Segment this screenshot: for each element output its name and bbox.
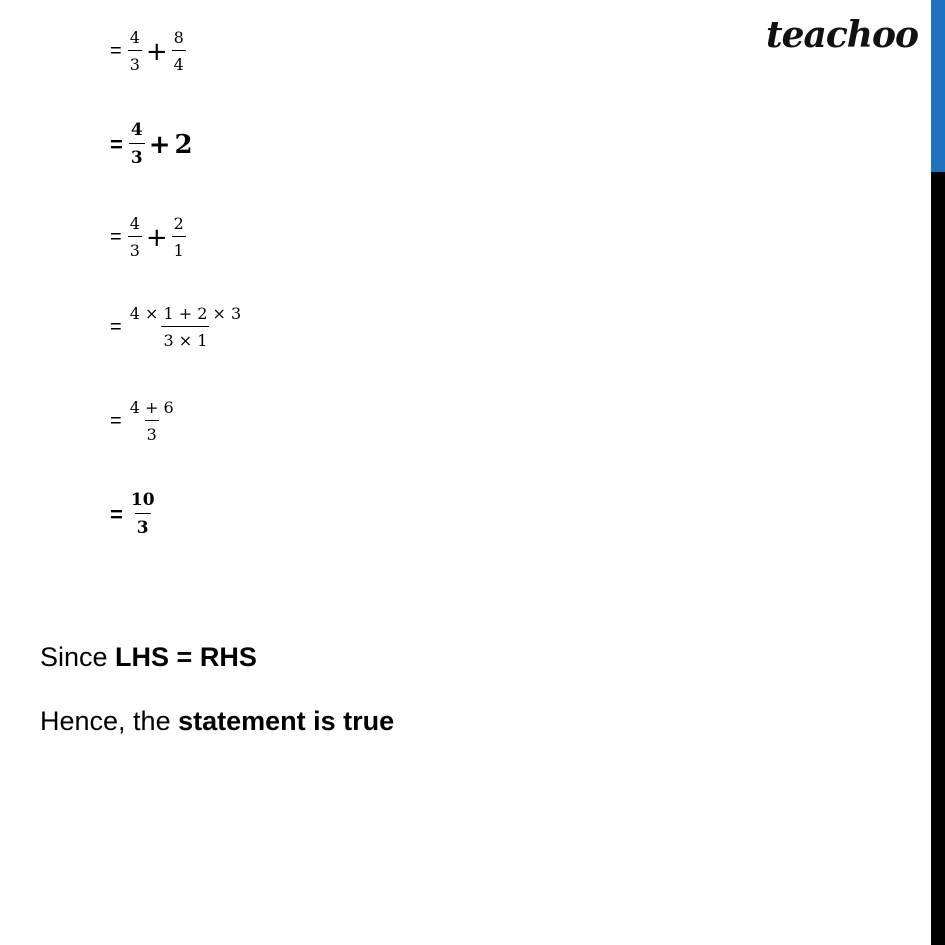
numerator: 10 (130, 490, 155, 510)
fraction (128, 216, 142, 259)
plus-sign: + (145, 222, 168, 253)
math-step-3 (110, 216, 186, 259)
math-step-1 (110, 30, 186, 73)
equals-sign: = (110, 226, 122, 248)
fraction (129, 122, 145, 167)
equals-sign: = (110, 410, 122, 432)
fraction (128, 306, 243, 349)
hence-prefix: Hence, the (40, 706, 179, 736)
denominator: 3 (128, 50, 142, 73)
hence-statement (40, 706, 394, 737)
math-step-6 (110, 492, 157, 537)
fraction (128, 30, 142, 73)
fraction (128, 400, 176, 443)
since-prefix: Since (40, 642, 116, 672)
math-step-4 (110, 306, 243, 349)
denominator: 4 (172, 50, 186, 73)
denominator: 1 (172, 236, 186, 259)
denominator: 3 (128, 236, 142, 259)
math-step-2 (110, 122, 193, 167)
equals-sign: = (110, 40, 122, 62)
scrollbar-thumb[interactable] (931, 0, 945, 172)
equals-sign: = (110, 131, 123, 157)
fraction (172, 216, 186, 259)
numerator: 4 (130, 120, 143, 140)
teachoo-logo: teachoo (766, 14, 918, 56)
since-statement (40, 642, 257, 673)
equals-sign: = (110, 501, 123, 527)
denominator: 3 × 1 (161, 326, 209, 349)
denominator: 3 (129, 143, 145, 167)
numerator: 4 × 1 + 2 × 3 (129, 304, 242, 323)
since-bold: LHS = RHS (115, 642, 257, 672)
numerator: 4 (129, 28, 140, 47)
math-step-5 (110, 400, 176, 443)
fraction (129, 492, 157, 537)
scrollbar[interactable] (931, 0, 945, 945)
hence-bold: statement is true (178, 706, 395, 736)
whole-number: 2 (174, 129, 193, 160)
denominator: 3 (135, 513, 151, 537)
numerator: 2 (173, 214, 184, 233)
fraction (172, 30, 186, 73)
denominator: 3 (145, 420, 159, 443)
plus-sign: + (148, 129, 171, 160)
numerator: 4 + 6 (129, 398, 174, 417)
numerator: 4 (129, 214, 140, 233)
plus-sign: + (145, 36, 168, 67)
numerator: 8 (173, 28, 184, 47)
equals-sign: = (110, 316, 122, 338)
